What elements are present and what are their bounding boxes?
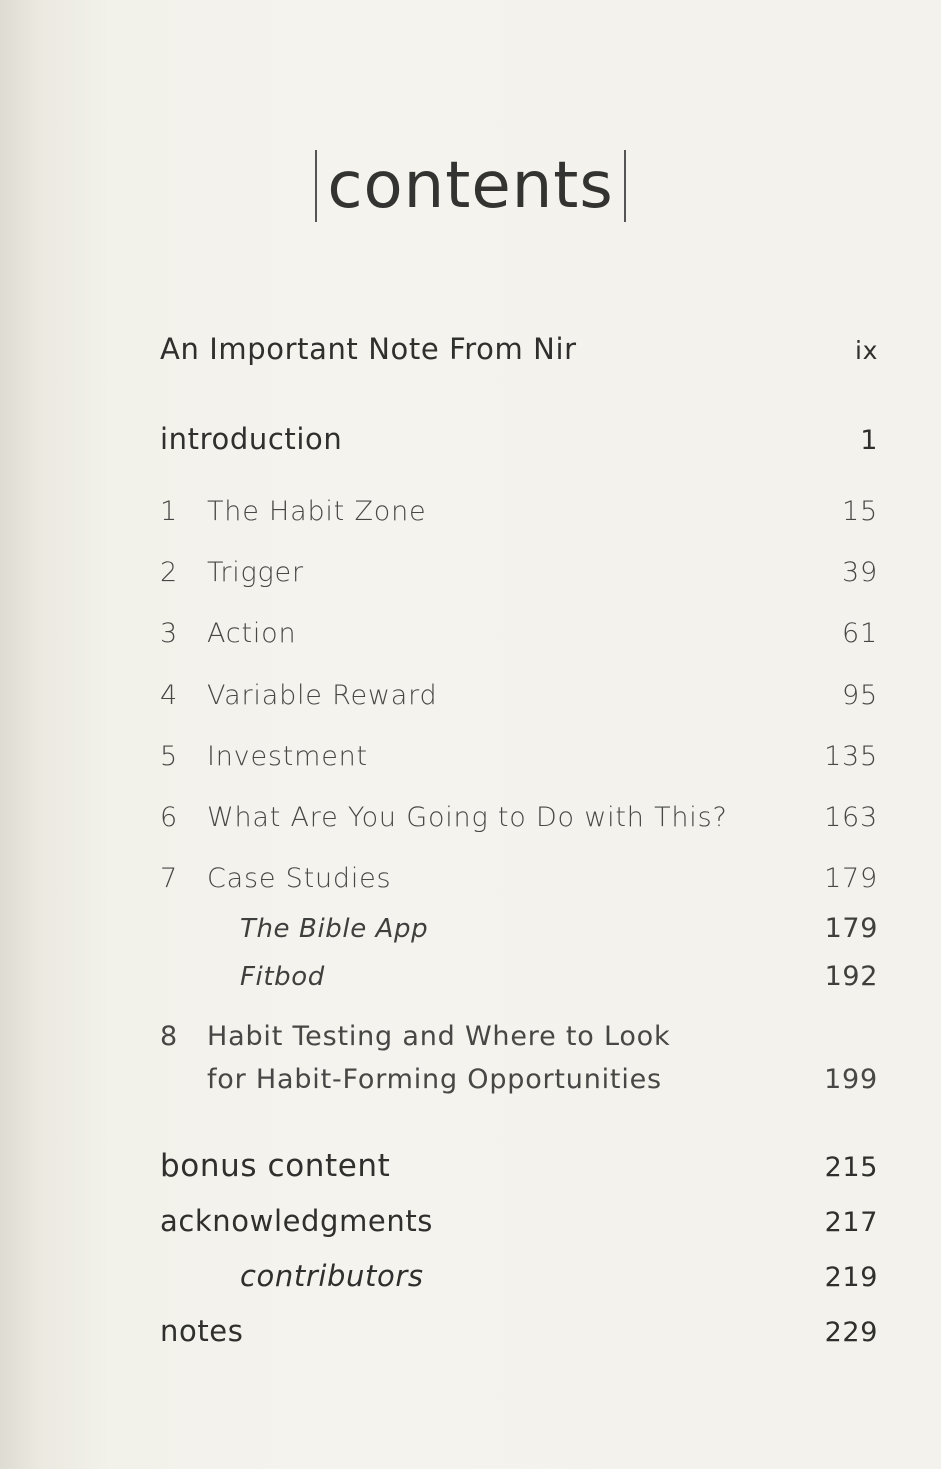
toc-entry-introduction [160,422,878,456]
toc-entry-label: introduction [160,422,343,456]
toc-entry-page: 219 [824,1262,878,1293]
toc-chapter-5 [160,741,878,772]
subentry-title: The Bible App [240,914,429,944]
toc-entry-contributors [160,1259,878,1293]
chapter-title: Trigger [207,557,304,588]
chapter-title: Investment [207,741,368,772]
toc-entry-label: acknowledgments [160,1204,434,1238]
toc-entry-notes [160,1314,878,1348]
chapter-page: 39 [842,557,878,588]
chapter-page: 61 [842,618,878,649]
chapter-page: 15 [842,496,878,527]
toc-entry-label: contributors [240,1259,424,1293]
toc-chapter-3 [160,618,878,649]
toc-subentry-fitbod [160,961,878,992]
chapter-number: 5 [160,741,178,772]
chapter-title-line-1: Habit Testing and Where to Look [207,1021,671,1052]
toc-entry-label: notes [160,1314,244,1348]
page-title: contents [315,150,625,222]
toc-chapter-7 [160,863,878,894]
subentry-page: 192 [824,961,878,992]
chapter-page: 179 [824,863,878,894]
chapter-title: What Are You Going to Do with This? [207,802,728,833]
toc-subentry-bible-app [160,913,878,944]
chapter-number: 4 [160,680,178,711]
chapter-page: 163 [824,802,878,833]
chapter-title-line-2: for Habit-Forming Opportunities [207,1064,662,1095]
toc-chapter-1 [160,496,878,527]
chapter-number: 3 [160,618,178,649]
chapter-page: 135 [824,741,878,772]
toc-entry-page: 217 [824,1207,878,1238]
chapter-page: 95 [842,680,878,711]
subentry-title: Fitbod [240,962,325,992]
toc-entry-page: 215 [824,1152,878,1183]
chapter-number: 2 [160,557,178,588]
toc-entry-label: An Important Note From Nir [160,332,577,366]
toc-entry-page: 1 [860,425,878,456]
chapter-number: 1 [160,496,178,527]
toc-chapter-6 [160,802,878,833]
chapter-title: Variable Reward [207,680,438,711]
chapter-page: 199 [824,1064,878,1095]
chapter-number: 8 [160,1021,178,1052]
toc-entry-note [160,332,878,366]
toc-chapter-2 [160,557,878,588]
toc-entry-page: ix [855,336,878,365]
toc-chapter-8 [160,1021,878,1111]
chapter-number: 6 [160,802,178,833]
subentry-page: 179 [824,913,878,944]
chapter-title: Case Studies [207,863,392,894]
toc-entry-label: bonus content [160,1148,391,1184]
title-area [0,150,941,222]
toc-chapter-4 [160,680,878,711]
toc-entry-bonus-content [160,1148,878,1184]
chapter-title: Action [207,618,297,649]
toc-entry-page: 229 [824,1317,878,1348]
chapter-title: The Habit Zone [207,496,427,527]
toc-entry-acknowledgments [160,1204,878,1238]
chapter-number: 7 [160,863,178,894]
